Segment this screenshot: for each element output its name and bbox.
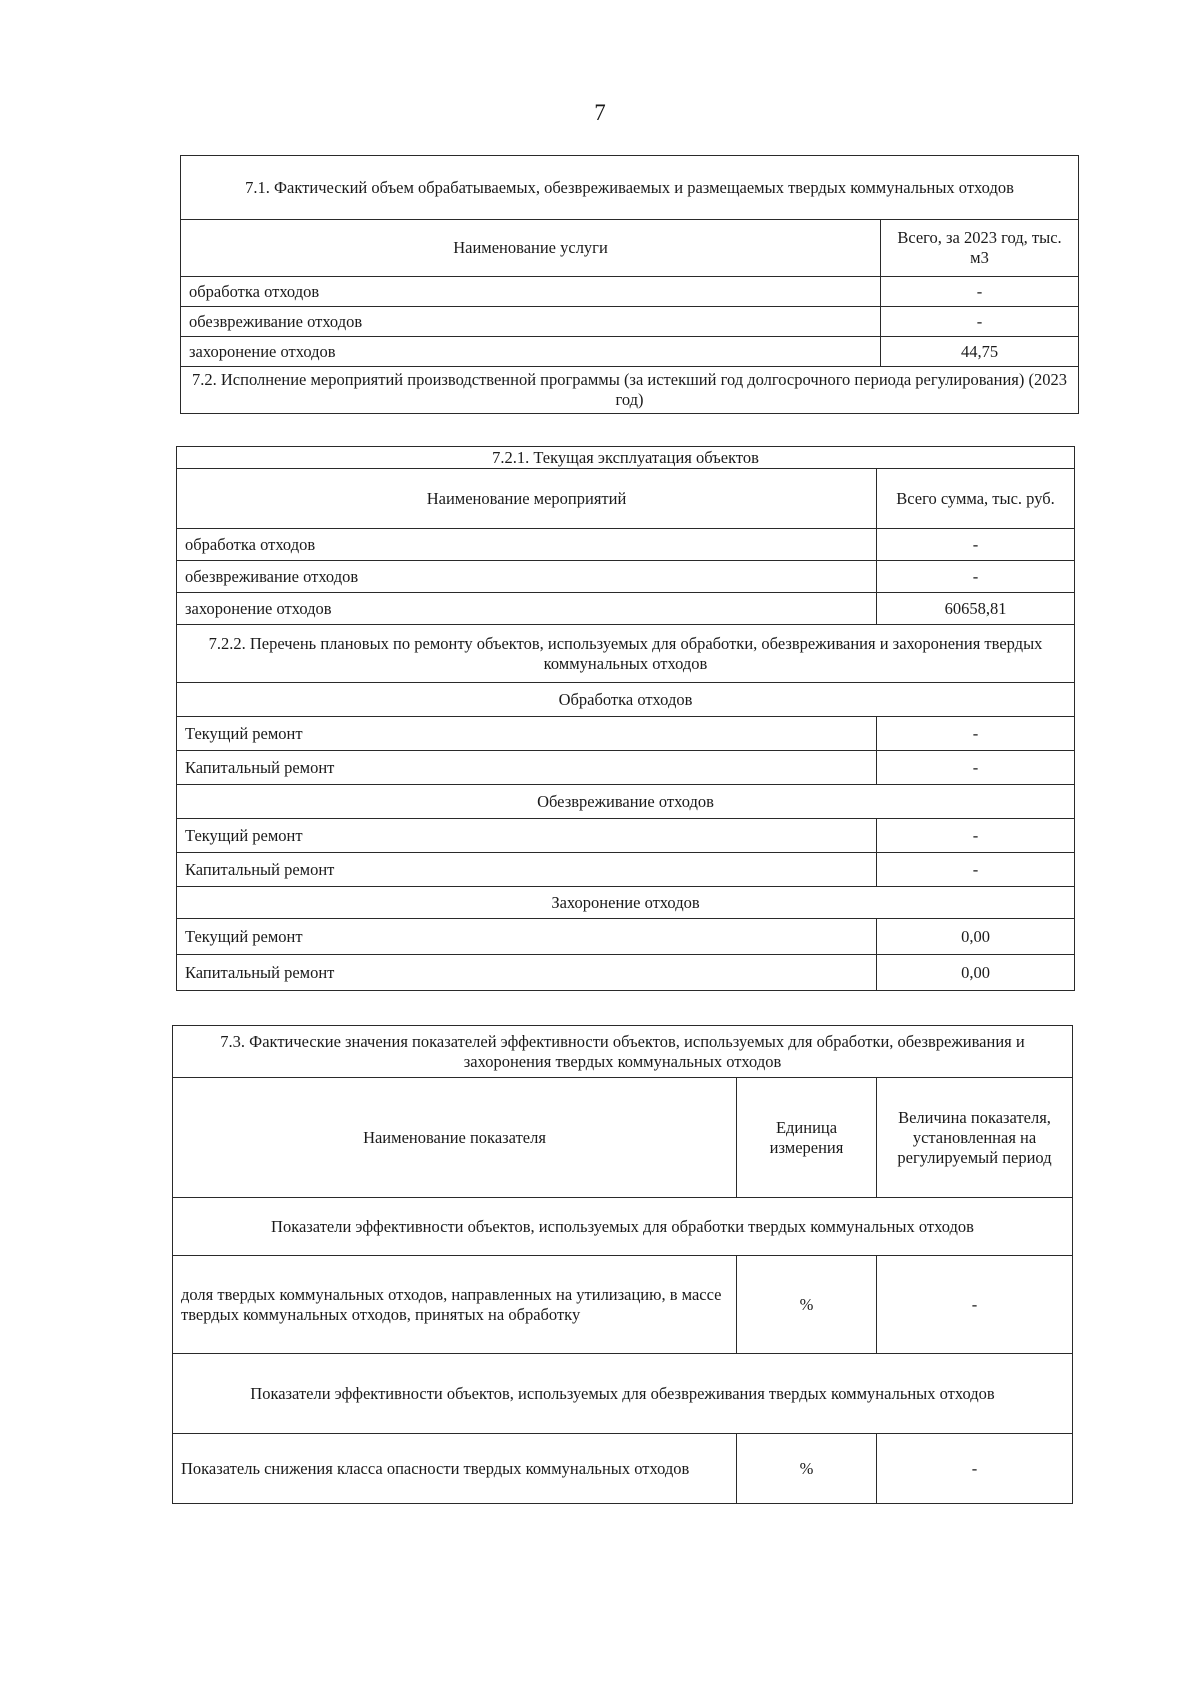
section-title-7-1: 7.1. Фактический объем обрабатываемых, обезвреживаемых и размещаемых твердых коммунальных отходов [181, 156, 1079, 220]
row-label: Текущий ремонт [177, 717, 877, 751]
row-label: Текущий ремонт [177, 819, 877, 853]
table-row [177, 853, 1075, 887]
group-heading-burial: Захоронение отходов [177, 887, 1075, 919]
table-row [181, 307, 1079, 337]
row-value: - [877, 717, 1075, 751]
row-label: Капитальный ремонт [177, 955, 877, 991]
row-label: обработка отходов [177, 529, 877, 561]
table-row [177, 593, 1075, 625]
table-7-3 [172, 1025, 1073, 1504]
table-row [177, 717, 1075, 751]
row-value: - [877, 561, 1075, 593]
row-label: Капитальный ремонт [177, 853, 877, 887]
row-value: 0,00 [877, 955, 1075, 991]
table-7-1 [180, 155, 1079, 414]
row-label: доля твердых коммунальных отходов, направленных на утилизацию, в массе твердых коммунальных отходов, принятых на обработку [173, 1256, 737, 1354]
row-value: - [877, 1434, 1073, 1504]
group-heading-neutralization-indicators: Показатели эффективности объектов, используемых для обезвреживания твердых коммунальных отходов [173, 1354, 1073, 1434]
row-label: захоронение отходов [177, 593, 877, 625]
column-header-total-sum: Всего сумма, тыс. руб. [877, 469, 1075, 529]
table-row [177, 751, 1075, 785]
table-row [177, 561, 1075, 593]
row-label: обработка отходов [181, 277, 881, 307]
row-value: - [881, 307, 1079, 337]
row-value: 44,75 [881, 337, 1079, 367]
section-title-7-2: 7.2. Исполнение мероприятий производственной программы (за истекший год долгосрочного периода регулирования) (2023 год) [181, 367, 1079, 414]
table-row [181, 337, 1079, 367]
column-header-indicator: Наименование показателя [173, 1078, 737, 1198]
table-row [177, 529, 1075, 561]
column-header-activities: Наименование мероприятий [177, 469, 877, 529]
section-title-7-2-2: 7.2.2. Перечень плановых по ремонту объектов, используемых для обработки, обезвреживания и захоронения твердых коммунальных отходов [177, 625, 1075, 683]
column-header-total-volume: Всего, за 2023 год, тыс. м3 [881, 220, 1079, 277]
column-header-indicator-value: Величина показателя, установленная на регулируемый период [877, 1078, 1073, 1198]
table-row [177, 919, 1075, 955]
table-row [181, 277, 1079, 307]
group-heading-neutralization: Обезвреживание отходов [177, 785, 1075, 819]
row-label: Текущий ремонт [177, 919, 877, 955]
table-row [177, 955, 1075, 991]
row-label: обезвреживание отходов [177, 561, 877, 593]
row-value: - [877, 529, 1075, 561]
row-unit: % [737, 1256, 877, 1354]
row-label: захоронение отходов [181, 337, 881, 367]
row-label: Капитальный ремонт [177, 751, 877, 785]
row-value: 0,00 [877, 919, 1075, 955]
column-header-unit: Единица измерения [737, 1078, 877, 1198]
row-value: - [881, 277, 1079, 307]
row-value: - [877, 819, 1075, 853]
row-label: Показатель снижения класса опасности твердых коммунальных отходов [173, 1434, 737, 1504]
group-heading-processing: Обработка отходов [177, 683, 1075, 717]
section-title-7-3: 7.3. Фактические значения показателей эффективности объектов, используемых для обработки, обезвреживания и захоронения твердых коммунальных отходов [173, 1026, 1073, 1078]
row-value: 60658,81 [877, 593, 1075, 625]
section-title-7-2-1: 7.2.1. Текущая эксплуатация объектов [177, 447, 1075, 469]
column-header-service: Наименование услуги [181, 220, 881, 277]
table-row [177, 819, 1075, 853]
table-7-2 [176, 446, 1075, 991]
table-row [173, 1256, 1073, 1354]
group-heading-processing-indicators: Показатели эффективности объектов, используемых для обработки твердых коммунальных отходов [173, 1198, 1073, 1256]
row-value: - [877, 1256, 1073, 1354]
row-value: - [877, 853, 1075, 887]
row-value: - [877, 751, 1075, 785]
row-unit: % [737, 1434, 877, 1504]
row-label: обезвреживание отходов [181, 307, 881, 337]
table-row [173, 1434, 1073, 1504]
page-number: 7 [594, 100, 606, 125]
